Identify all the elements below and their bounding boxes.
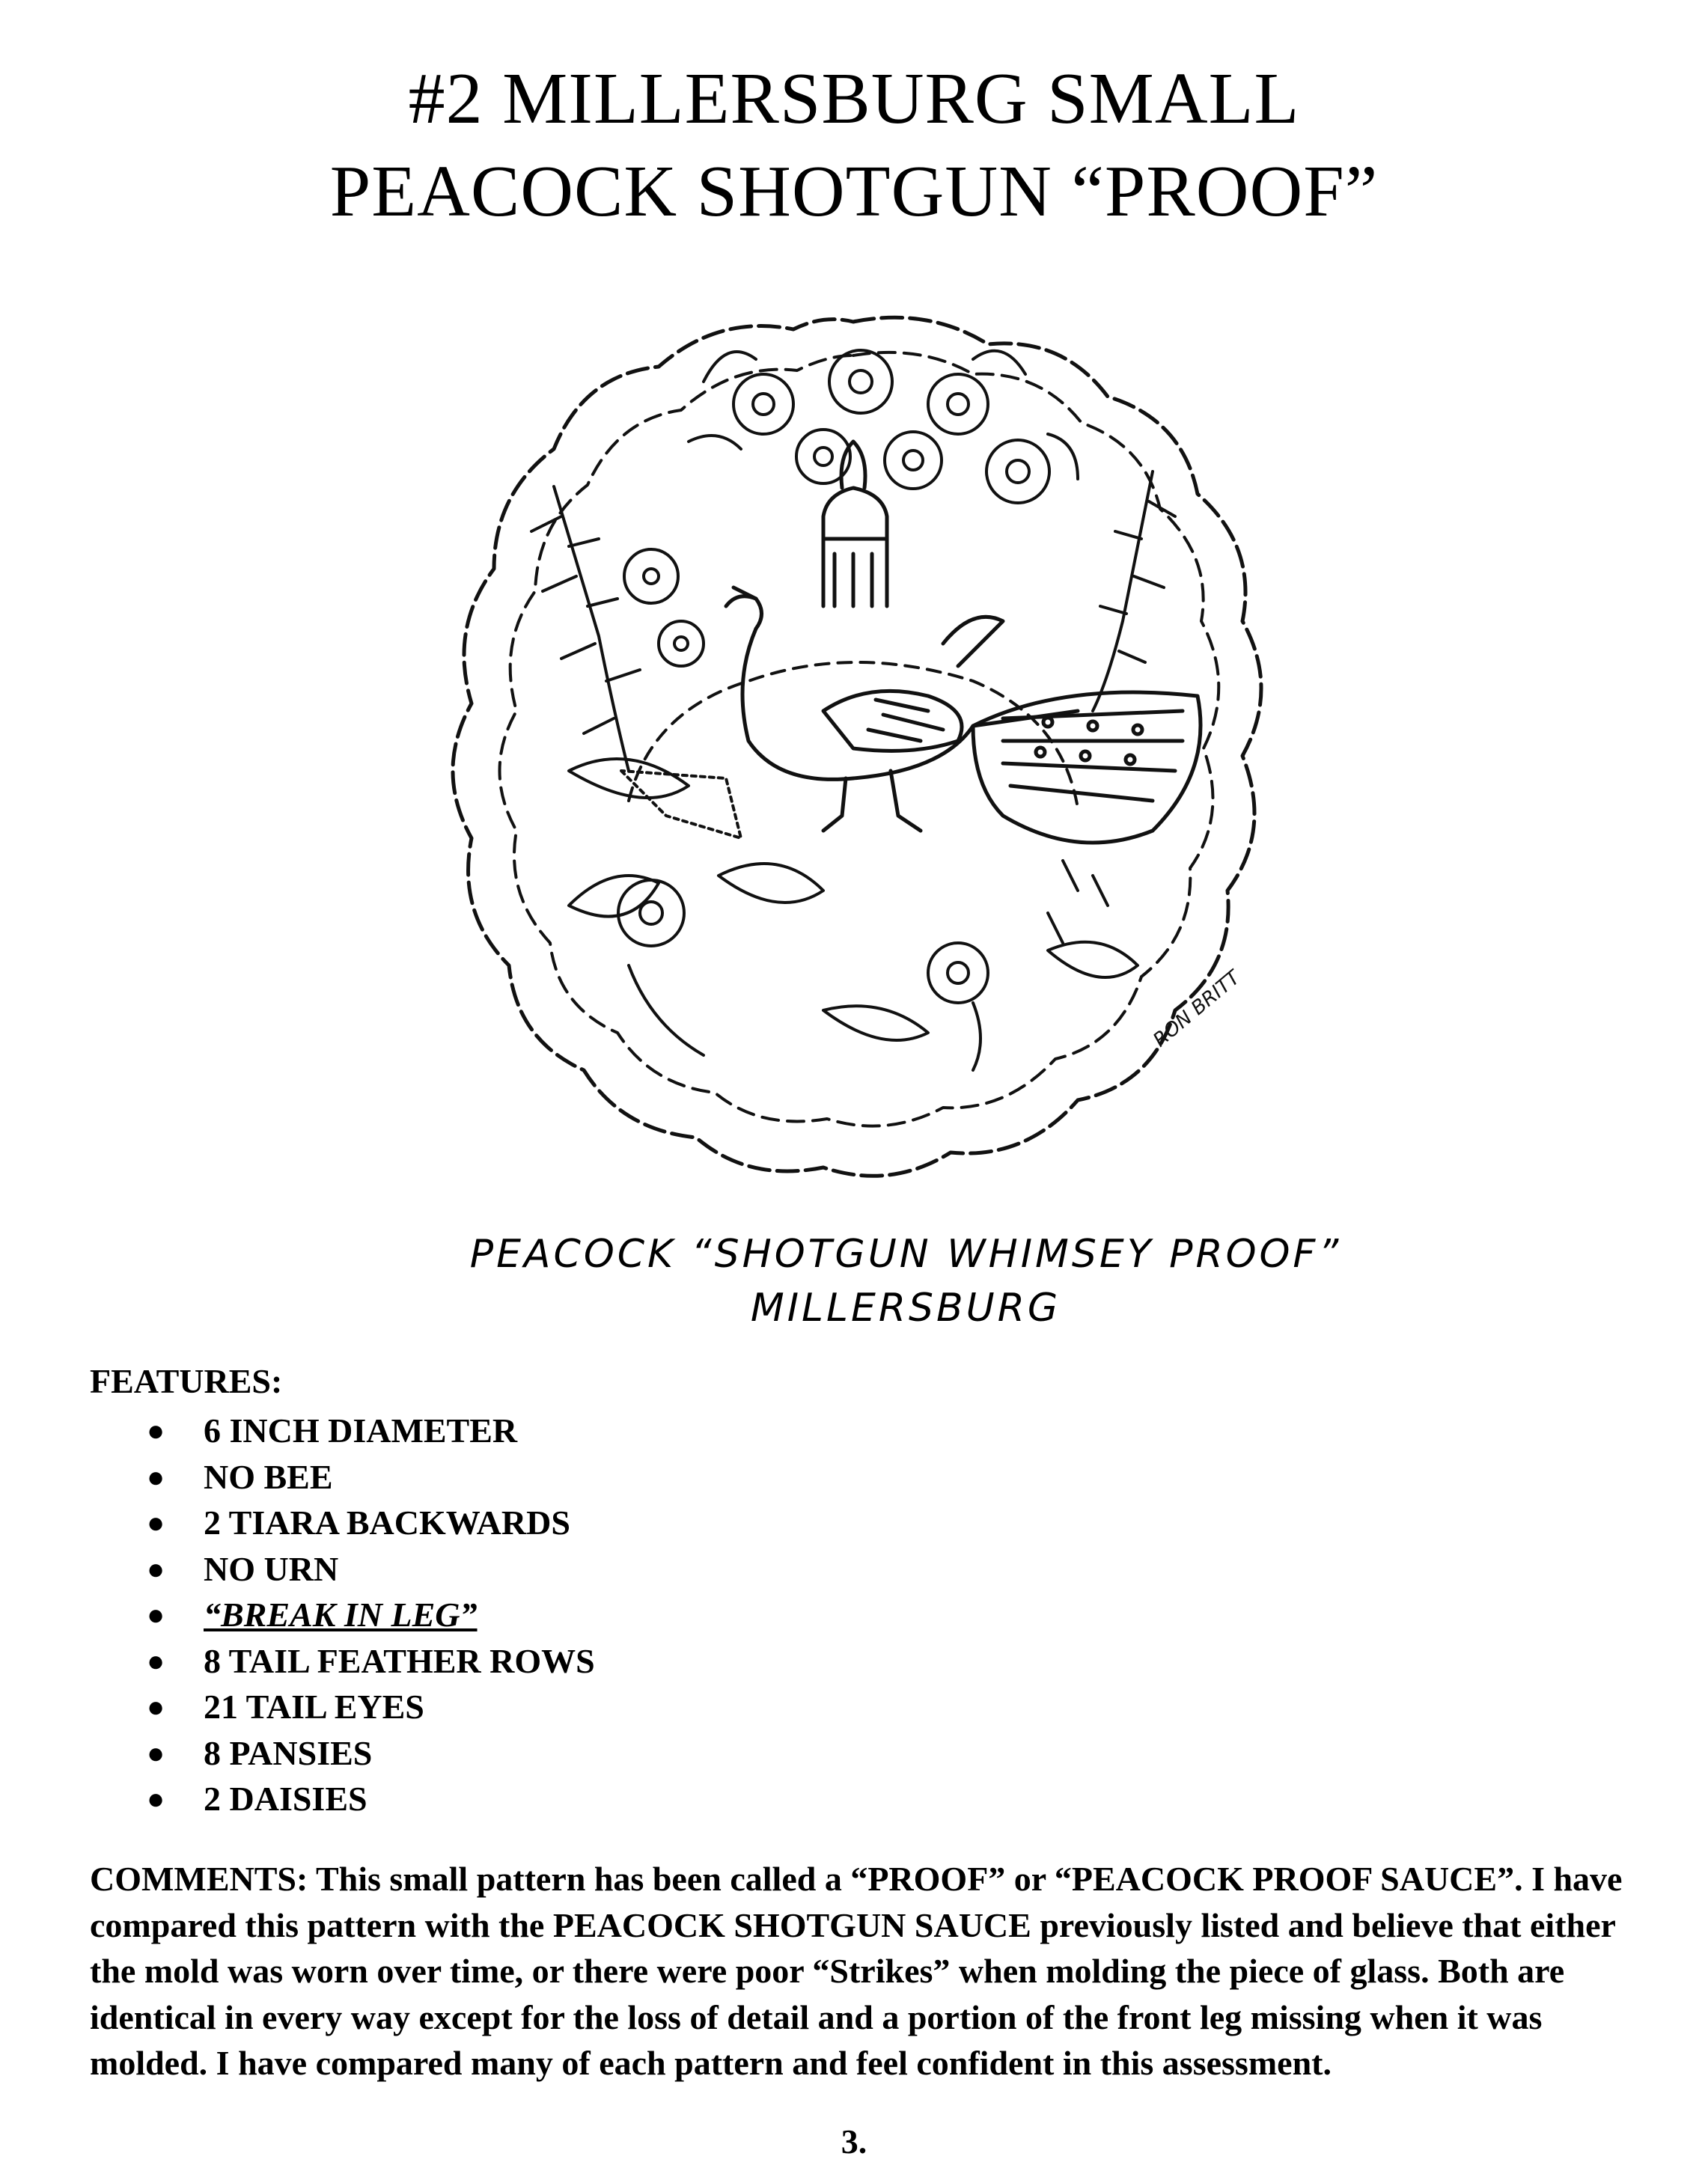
feature-item: ● 8 PANSIES xyxy=(147,1730,1213,1777)
bullet-icon: ● xyxy=(147,1735,165,1770)
artist-signature: RON BRITT xyxy=(1149,966,1245,1052)
feature-item: ● 2 DAISIES xyxy=(147,1776,1213,1822)
caption-line-1: PEACOCK “SHOTGUN WHIMSEY PROOF” xyxy=(469,1232,1342,1277)
title-line-1: #2 MILLERSBURG SMALL xyxy=(408,58,1300,139)
bullet-icon: ● xyxy=(147,1551,165,1586)
page-number: 3. xyxy=(841,2122,867,2161)
bullet-icon: ● xyxy=(147,1459,165,1494)
bullet-icon: ● xyxy=(147,1643,165,1678)
bottom-flower-cluster-drawing xyxy=(569,861,1138,1070)
bullet-icon: ● xyxy=(147,1598,165,1631)
illustration-caption xyxy=(419,1227,1392,1335)
bullet-icon: ● xyxy=(147,1782,165,1816)
bullet-icon: ● xyxy=(147,1506,165,1539)
peacock-plate-illustration xyxy=(404,292,1302,1220)
bullet-icon: ● xyxy=(147,1414,165,1447)
left-foliage-drawing xyxy=(531,486,741,838)
title-line-2: PEACOCK SHOTGUN “PROOF” xyxy=(329,151,1379,232)
bullet-icon: ● xyxy=(147,1690,165,1723)
comments-paragraph: COMMENTS: This small pattern has been called a “PROOF” or “PEACOCK PROOF SAUCE”. I have compared this pattern with the PEACOCK SHOTGUN SAUCE previously listed and believe that either the mold was worn over time, or there were poor “Strikes” when molding the piece of glass. Both are identical in every way except for the loss of detail and a portion of the front leg missing when it was molded. I have compared many of each pattern and feel confident in this assessment. xyxy=(90,1860,1623,2082)
feature-item: ● 6 INCH DIAMETER xyxy=(147,1408,1213,1454)
urn-column-drawing xyxy=(823,442,887,606)
feature-item: ● 8 TAIL FEATHER ROWS xyxy=(147,1638,1213,1685)
feature-item: ● NO BEE xyxy=(147,1454,1213,1500)
feature-item: ● 2 TIARA BACKWARDS xyxy=(147,1500,1213,1546)
feature-item: ● 21 TAIL EYES xyxy=(147,1684,1213,1730)
features-list xyxy=(90,1408,1213,1822)
right-foliage-drawing xyxy=(1093,471,1175,711)
page-title xyxy=(0,52,1708,238)
features-section xyxy=(90,1358,1213,1822)
peacock-drawing xyxy=(726,587,1201,843)
features-heading: FEATURES: xyxy=(90,1362,283,1400)
caption-line-2: MILLERSBURG xyxy=(750,1286,1061,1331)
feature-item: ● “BREAK IN LEG” xyxy=(147,1592,1213,1638)
feature-item: ● NO URN xyxy=(147,1546,1213,1593)
